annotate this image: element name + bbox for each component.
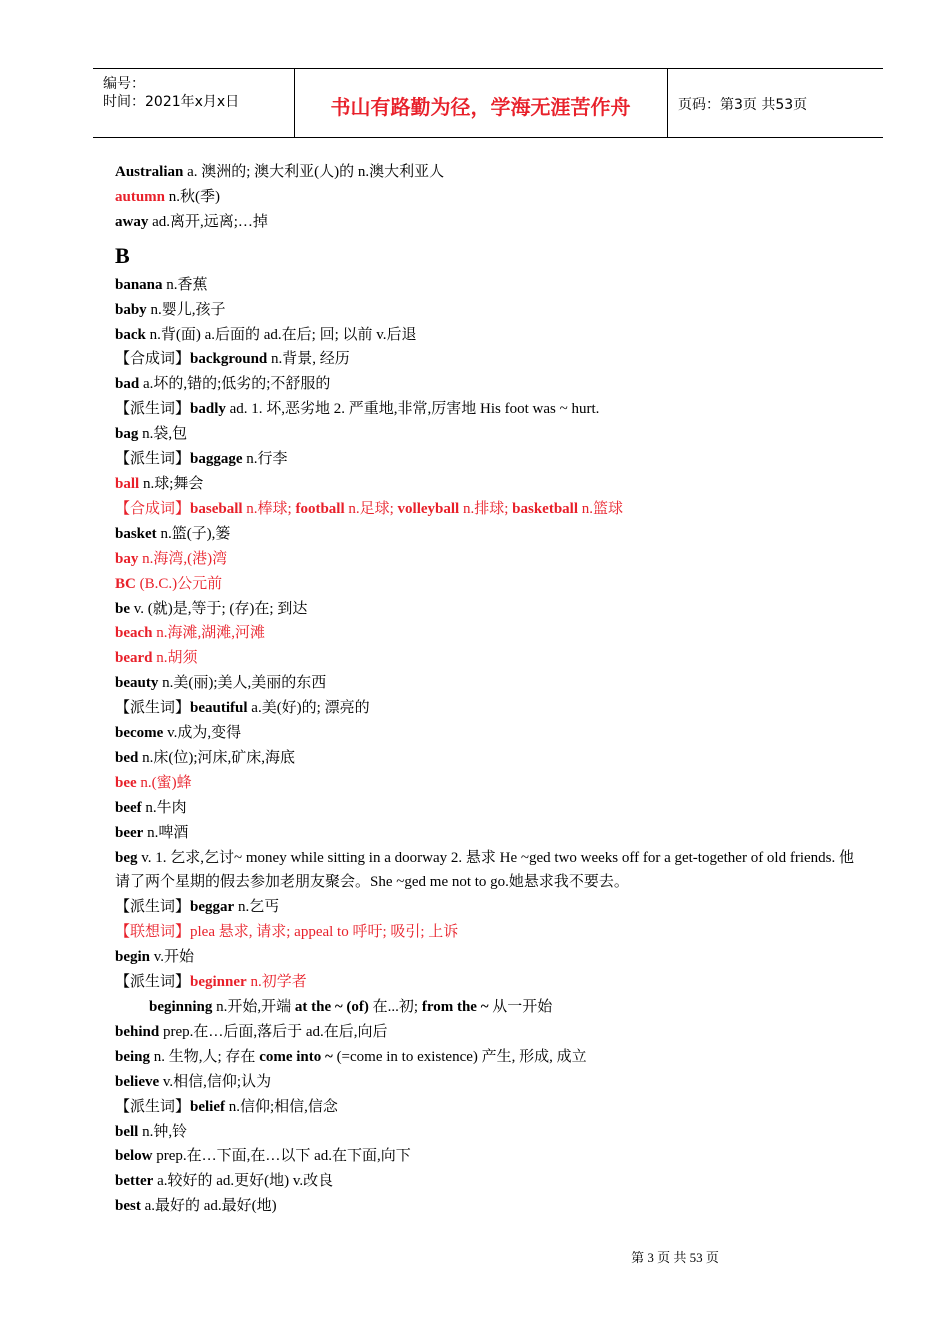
headword: beginning	[149, 999, 213, 1015]
headword: bed	[115, 749, 139, 766]
definition: a. 澳洲的; 澳大利亚(人)的 n.澳大利亚人	[183, 164, 445, 180]
entry-tag: 【合成词】	[115, 351, 191, 368]
entries-list	[115, 273, 860, 1219]
headword: bay	[115, 550, 139, 567]
headword: being	[115, 1048, 151, 1065]
definition: n.美(丽);美人,美丽的东西	[158, 675, 327, 692]
definition: (B.C.)公元前	[135, 575, 223, 592]
definition: n.香蕉	[162, 276, 208, 293]
definition: n.排球;	[459, 500, 513, 517]
headword: belief	[190, 1098, 226, 1115]
headword: beach	[115, 625, 153, 642]
section-letter: B	[115, 242, 130, 268]
definition: n.海湾,(港)湾	[138, 550, 228, 567]
footer-page-number: 第 3 页 共 53 页	[631, 1250, 719, 1265]
definition: v.相信,信仰;认为	[159, 1073, 272, 1090]
headword: be	[115, 600, 130, 617]
definition: n.背(面) a.后面的 ad.在后; 回; 以前 v.后退	[145, 326, 417, 343]
headword: football	[295, 500, 345, 517]
definition: n.球;舞会	[139, 475, 204, 492]
headword: bag	[115, 426, 139, 443]
dictionary-entry	[115, 497, 860, 522]
definition: a.最好的 ad.最好(地)	[140, 1198, 277, 1215]
headword: basketball	[512, 500, 578, 517]
definition: n.背景, 经历	[267, 351, 350, 368]
dictionary-entry	[115, 1045, 860, 1070]
definition: n.篮球	[578, 500, 624, 517]
dictionary-entry	[115, 671, 860, 696]
dictionary-entry	[115, 572, 860, 597]
headword: beginner	[190, 974, 247, 991]
entry-tag: 【派生词】	[115, 974, 191, 991]
dictionary-entry	[115, 696, 860, 721]
number-label: 编号：	[103, 76, 145, 92]
definition: v. (就)是,等于; (存)在; 到达	[130, 600, 308, 617]
time-label: 时间：2021年x月x日	[103, 94, 240, 110]
dictionary-entry	[115, 1194, 860, 1219]
headword: baseball	[190, 500, 243, 517]
header-info-cell	[93, 69, 295, 137]
dictionary-entry	[115, 1095, 860, 1120]
page-footer	[0, 1247, 950, 1266]
headword: Australian	[115, 164, 184, 180]
headword: badly	[190, 401, 226, 418]
header-page-cell	[668, 69, 883, 137]
definition: n.海滩,湖滩,河滩	[152, 625, 266, 642]
definition: n.信仰;相信,信念	[225, 1098, 338, 1115]
dictionary-entry	[115, 547, 860, 572]
entry-tag: 【派生词】	[115, 1098, 191, 1115]
dictionary-entry	[115, 1144, 860, 1169]
dictionary-entry	[115, 846, 860, 896]
dictionary-entry	[115, 945, 860, 970]
entry-tag: 【派生词】	[115, 700, 191, 717]
dictionary-entry	[115, 347, 860, 372]
dictionary-entry	[115, 746, 860, 771]
headword: baby	[115, 301, 147, 318]
definition: 从一开始	[488, 999, 553, 1015]
definition: n.婴儿,孩子	[146, 301, 226, 318]
entry-tag: 【派生词】	[115, 899, 191, 916]
headword: BC	[115, 575, 136, 592]
definition: n.钟,铃	[138, 1123, 188, 1140]
definition: n.牛肉	[141, 799, 187, 816]
definition: n.乞丐	[234, 899, 280, 916]
dictionary-entry	[115, 522, 860, 547]
headword: basket	[115, 525, 157, 542]
definition: n. 生物,人; 存在	[150, 1048, 260, 1065]
headword: banana	[115, 276, 163, 293]
definition: n.胡须	[152, 650, 198, 667]
entry-tag: 【派生词】	[115, 451, 191, 468]
definition: n.开始,开端	[212, 999, 295, 1015]
headword: beard	[115, 650, 153, 667]
dictionary-entry	[115, 796, 860, 821]
headword: at the ~ (of)	[294, 999, 369, 1015]
dictionary-entry	[115, 621, 860, 646]
headword: background	[190, 351, 268, 368]
dictionary-entry	[115, 995, 860, 1020]
definition: n.初学者	[246, 974, 307, 991]
entry-tag: 【派生词】	[115, 401, 191, 418]
dictionary-entry	[115, 472, 860, 497]
definition: n.床(位);河床,矿床,海底	[138, 749, 296, 766]
definition: a.坏的,错的;低劣的;不舒服的	[139, 376, 331, 393]
headword: come into ~	[259, 1048, 333, 1065]
dictionary-entry	[115, 323, 860, 348]
definition: n.袋,包	[138, 426, 188, 443]
dictionary-content	[115, 160, 860, 1219]
definition: n.啤酒	[143, 824, 189, 841]
header-motto-cell	[294, 69, 668, 137]
headword: believe	[115, 1073, 160, 1090]
definition: ad. 1. 坏,恶劣地 2. 严重地,非常,厉害地 His foot was ~ hurt.	[225, 401, 600, 418]
motto: 书山有路勤为径，学海无涯苦作舟	[330, 95, 631, 119]
dictionary-entry	[115, 1070, 860, 1095]
dictionary-entry	[115, 1169, 860, 1194]
dictionary-entry	[115, 721, 860, 746]
definition: prep.在…后面,落后于 ad.在后,向后	[159, 1023, 388, 1040]
headword: beef	[115, 799, 142, 816]
dictionary-entry	[115, 273, 860, 298]
headword: volleyball	[397, 500, 460, 517]
dictionary-entry	[115, 895, 860, 920]
headword: bad	[115, 376, 140, 393]
dictionary-entry	[115, 372, 860, 397]
definition: a.美(好)的; 漂亮的	[247, 700, 370, 717]
definition: (=come in to existence) 产生, 形成, 成立	[332, 1048, 587, 1065]
headword: begin	[115, 949, 151, 966]
entry-tag: 【联想词】	[115, 924, 191, 941]
dictionary-entry	[115, 298, 860, 323]
dictionary-entry	[115, 597, 860, 622]
definition: ad.离开,远离;…掉	[148, 213, 268, 230]
headword: best	[115, 1198, 141, 1215]
dictionary-entry	[115, 1120, 860, 1145]
dictionary-entry	[115, 210, 860, 235]
headword: behind	[115, 1023, 160, 1040]
headword: beg	[115, 849, 138, 866]
dictionary-entry	[115, 160, 860, 185]
dictionary-entry	[115, 970, 860, 995]
definition: n.行李	[242, 451, 288, 468]
dictionary-entry	[115, 646, 860, 671]
headword: bee	[115, 774, 137, 791]
dictionary-entry	[115, 447, 860, 472]
definition: n.足球;	[344, 500, 398, 517]
definition: 在...初;	[368, 999, 422, 1015]
headword: below	[115, 1148, 153, 1165]
headword: better	[115, 1173, 154, 1190]
definition: n.篮(子),篓	[156, 525, 231, 542]
dictionary-entry	[115, 422, 860, 447]
headword: baggage	[190, 451, 243, 468]
headword: from the ~	[421, 999, 489, 1015]
entry-tag: 【合成词】	[115, 500, 191, 517]
dictionary-entry	[115, 821, 860, 846]
headword: become	[115, 725, 164, 742]
page-label: 页码：第3页 共53页	[678, 97, 808, 113]
headword: beggar	[190, 899, 235, 916]
definition: v.开始	[150, 949, 195, 966]
definition: prep.在…下面,在…以下 ad.在下面,向下	[152, 1148, 411, 1165]
headword: beauty	[115, 675, 159, 692]
headword: beer	[115, 824, 144, 841]
headword: beautiful	[190, 700, 248, 717]
dictionary-entry	[115, 185, 860, 210]
definition: n.秋(季)	[165, 188, 221, 205]
definition: n.棒球;	[242, 500, 296, 517]
dictionary-entry	[115, 1020, 860, 1045]
dictionary-entry	[115, 771, 860, 796]
headword: ball	[115, 475, 140, 492]
headword: bell	[115, 1123, 139, 1140]
definition: a.较好的 ad.更好(地) v.改良	[153, 1173, 334, 1190]
definition: v. 1. 乞求,乞讨~ money while sitting in a doorway 2. 悬求 He ~ged two weeks off for a get-together of old friends. 他请了两个星期的假去参加老朋友聚会。She ~ged me not to go.她悬求我不要去。	[115, 849, 855, 891]
headword: away	[115, 213, 149, 230]
page-header	[93, 68, 883, 138]
definition: n.(蜜)蜂	[136, 774, 192, 791]
entries-before	[115, 160, 860, 235]
headword: autumn	[115, 188, 166, 205]
dictionary-entry	[115, 920, 860, 945]
dictionary-entry	[115, 397, 860, 422]
definition: v.成为,变得	[163, 725, 242, 742]
headword: back	[115, 326, 146, 343]
definition: plea 悬求, 请求; appeal to 呼吁; 吸引; 上诉	[190, 924, 459, 941]
